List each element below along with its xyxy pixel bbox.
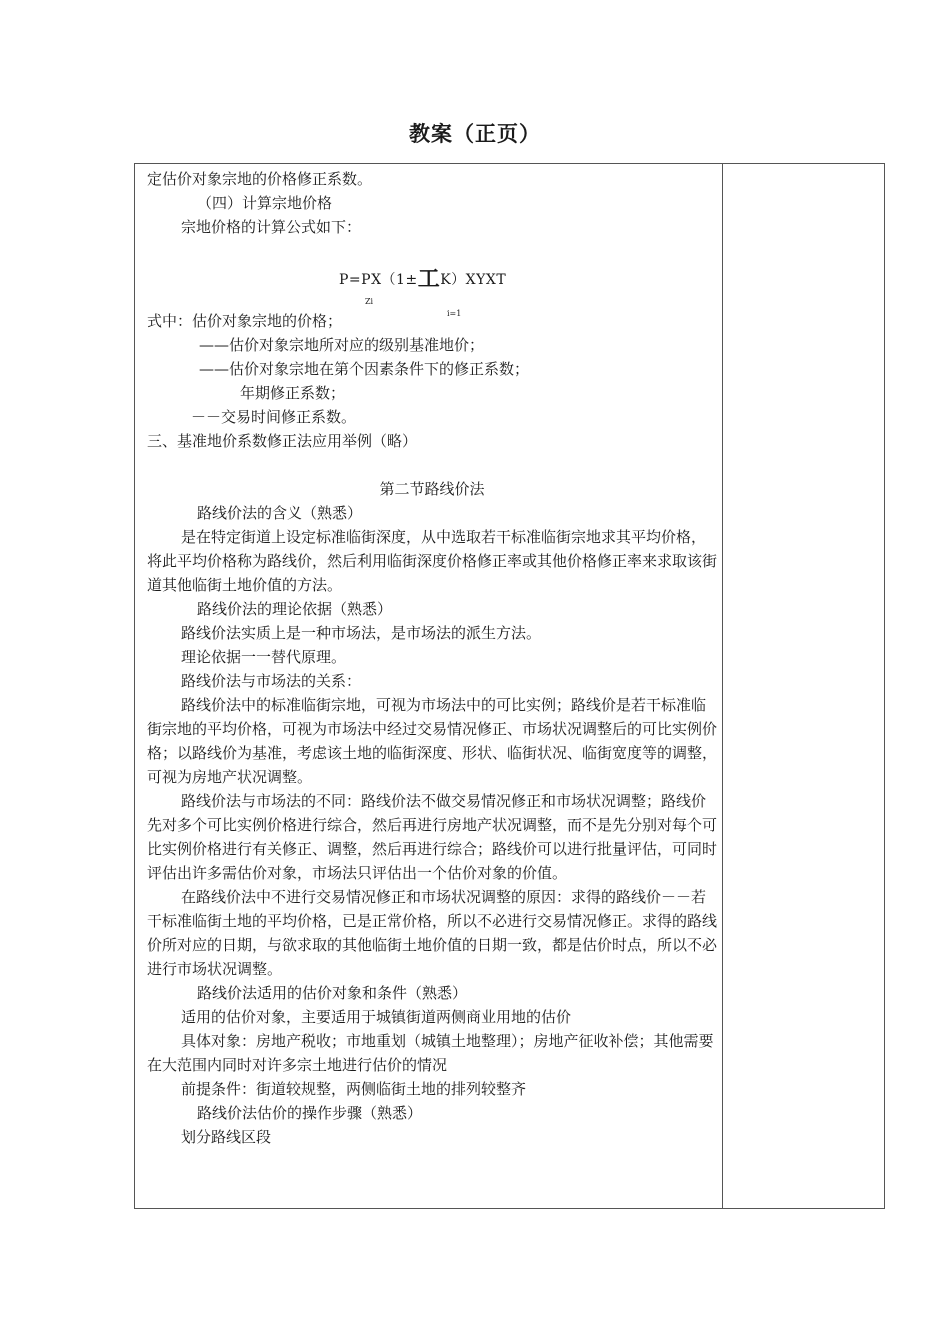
paragraph: 具体对象：房地产税收；市地重划（城镇土地整理）；房地产征收补偿；其他需要在大范围内同时对许多宗土地进行估价的情况 — [147, 1032, 714, 1074]
formula-expression: P=PX（1±工K）XYXT — [339, 267, 507, 292]
chapter-heading: 第二节路线价法 — [379, 480, 485, 498]
paragraph: 路线价法中的标准临街宗地，可视为市场法中的可比实例；路线价是若干标准临街宗地的平均价格，可视为市场法中经过交易情况修正、市场状况调整后的可比实例价格；以路线价为基准，考虑该土地的临街深度、形状、临街状况、临街宽度等的调整，可视为房地产状况调整。 — [147, 696, 717, 786]
subheading-compute-price: （四）计算宗地价格 — [197, 194, 333, 212]
formula-index: i=1 — [447, 309, 462, 318]
paragraph: 前提条件：街道较规整，两侧临街土地的排列较整齐 — [181, 1080, 527, 1098]
section-heading-three: 三、基准地价系数修正法应用举例（略） — [147, 432, 418, 450]
paragraph: 划分路线区段 — [181, 1128, 272, 1146]
text-line: －－交易时间修正系数。 — [191, 408, 357, 426]
text-line: 年期修正系数； — [240, 384, 346, 402]
paragraph: 是在特定街道上设定标准临街深度，从中选取若干标准临街宗地求其平均价格，将此平均价格称为路线价，然后利用临街深度价格修正率或其他价格修正率来求取该街道其他临街土地价值的方法。 — [147, 528, 717, 594]
text-line: 定估价对象宗地的价格修正系数。 — [147, 170, 373, 188]
paragraph: 路线价法与市场法的不同：路线价法不做交易情况修正和市场状况调整；路线价先对多个可比实例价格进行综合，然后再进行房地产状况调整，而不是先分别对每个可比实例价格进行有关修正、调整，然后再进行综合；路线价可以进行批量评估，可同时评估出许多需估价对象，市场法只评估出一个估价对象的价值。 — [147, 792, 717, 882]
subheading: 路线价法的含义（熟悉） — [197, 504, 363, 522]
subheading: 路线价法估价的操作步骤（熟悉） — [197, 1104, 423, 1122]
column-divider — [722, 163, 723, 1209]
sigma-symbol: 工 — [417, 267, 441, 292]
text-line: ——估价对象宗地所对应的级别基准地价； — [199, 336, 485, 354]
text-line: ——估价对象宗地在第个因素条件下的修正系数； — [199, 360, 530, 378]
subheading: 路线价法适用的估价对象和条件（熟悉） — [197, 984, 468, 1002]
formula-subscript: Zi — [365, 297, 374, 306]
paragraph: 理论依据一一替代原理。 — [181, 648, 347, 666]
text-line: 宗地价格的计算公式如下： — [181, 218, 362, 236]
paragraph: 路线价法实质上是一种市场法，是市场法的派生方法。 — [181, 624, 542, 642]
subheading: 路线价法的理论依据（熟悉） — [197, 600, 393, 618]
lesson-content-cell — [147, 167, 717, 1208]
paragraph: 路线价法与市场法的关系： — [181, 672, 362, 690]
paragraph: 在路线价法中不进行交易情况修正和市场状况调整的原因：求得的路线价－－若干标准临街土地的平均价格，已是正常价格，所以不必进行交易情况修正。求得的路线价所对应的日期，与欲求取的其他临街土地价值的日期一致，都是估价时点，所以不必进行市场状况调整。 — [147, 888, 717, 978]
page-title: 教案（正页） — [409, 122, 541, 146]
price-formula — [147, 239, 717, 318]
paragraph: 适用的估价对象，主要适用于城镇街道两侧商业用地的估价 — [181, 1008, 572, 1026]
text-line: 式中：估价对象宗地的价格； — [147, 312, 343, 330]
